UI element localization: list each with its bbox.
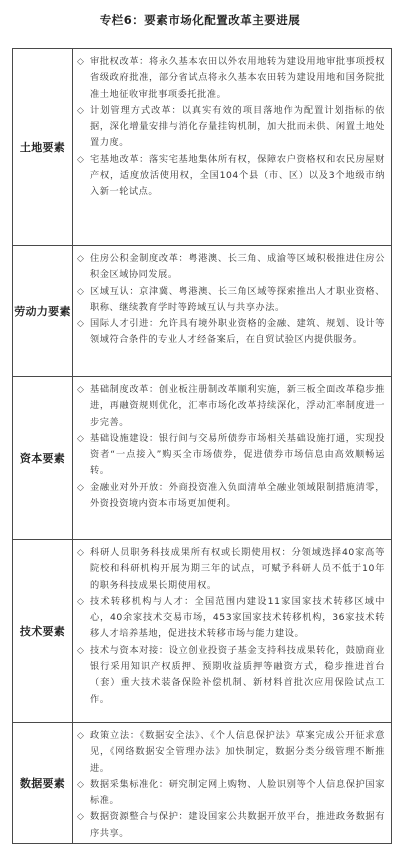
item-text: 科研人员职务科技成果所有权或长期使用权：分领域选择40家高等院校和科研机构开展为期三年的试点，可赋予科研人员不低于10年的职务科技成果长期使用权。	[90, 547, 385, 591]
list-item	[77, 594, 385, 643]
category-label: 资本要素	[13, 377, 73, 539]
item-text: 计划管理方式改革：以真实有效的项目落地作为配置计划指标的依据，深化增量安排与消化存量挂钩机制，加大批而未供、闲置土地处置力度。	[90, 104, 385, 149]
item-text: 金融业对外开放：外商投资准入负面清单全融业领域限制措施清零，外资投资境内资本市场更加便利。	[90, 481, 385, 510]
item-text: 区域互认：京津冀、粤港澳、长三角区域等探索推出人才职业资格、职称、继续教育学时等跨域互认与共享办法。	[90, 285, 385, 313]
section-content	[73, 540, 391, 722]
item-text: 技术与资本对接：设立创业投资子基金支持科技成果转化，鼓励商业银行采用知识产权质押、预期收益质押等融资方式，稳步推进首台（套）重大技术装备保险补偿机制、新材料首批次应用保险试点工作。	[90, 644, 385, 705]
item-text: 审批权改革：将永久基本农田以外农用地转为建设用地审批事项授权省级政府批准，部分省试点将永久基本农田转为建设用地和国务院批准土地征收审批事项委托批准。	[90, 56, 385, 100]
list-item	[77, 316, 385, 349]
diamond-bullet-icon: ◇	[77, 254, 84, 264]
list-item	[77, 809, 385, 842]
list-item	[77, 103, 385, 152]
diamond-bullet-icon: ◇	[77, 286, 84, 297]
section-content	[73, 723, 391, 843]
diamond-bullet-icon: ◇	[77, 57, 84, 67]
item-text: 国际人才引进：允许具有境外职业资格的金融、建筑、规划、设计等领域符合条件的专业人才经备案后，在自贸试验区内提供服务。	[90, 318, 385, 346]
category-label: 数据要素	[13, 723, 73, 843]
list-item	[77, 545, 385, 594]
progress-table	[12, 48, 392, 844]
section-content	[73, 49, 391, 245]
section-content	[73, 246, 391, 376]
category-label: 劳动力要素	[13, 246, 73, 376]
item-text: 基础设施建设：银行间与交易所债券市场相关基础设施打通，实现投资者“一点接入”购买全市场债券，促进债券市场信息由高效顺畅运转。	[90, 432, 385, 477]
list-item	[77, 54, 385, 103]
item-text: 数据资源整合与保护：建设国家公共数据开放平台，推进政务数据有序共享。	[90, 811, 385, 839]
diamond-bullet-icon: ◇	[77, 482, 84, 493]
section-row-land	[13, 49, 391, 246]
list-item	[77, 251, 385, 284]
diamond-bullet-icon: ◇	[77, 731, 84, 741]
diamond-bullet-icon: ◇	[77, 779, 84, 790]
list-item	[77, 777, 385, 810]
list-item	[77, 152, 385, 201]
section-content	[73, 377, 391, 539]
item-text: 宅基地改革：落实宅基地集体所有权，保障农户资格权和农民房屋财产权，适度放活使用权，全国104个县（市、区）以及3个地级市纳入新一轮试点。	[90, 153, 385, 198]
section-row-data	[13, 723, 391, 843]
section-row-capital	[13, 377, 391, 540]
item-text: 住房公积金制度改革：粤港澳、长三角、成渝等区域积极推进住房公积金区域协同发展。	[90, 253, 385, 281]
category-label: 技术要素	[13, 540, 73, 722]
list-item	[77, 431, 385, 480]
section-row-labor	[13, 246, 391, 377]
diamond-bullet-icon: ◇	[77, 105, 84, 116]
category-label: 土地要素	[13, 49, 73, 245]
box-title: 专栏6：要素市场化配置改革主要进展	[99, 13, 301, 27]
section-row-technology	[13, 540, 391, 723]
item-text: 技术转移机构与人才：全国范围内建设11家国家技术转移区域中心，40余家技术交易市场，453家国家技术转移机构，36家技术转移人才培养基地，促进技术转移市场与能力建设。	[90, 595, 385, 640]
list-item	[77, 643, 385, 708]
diamond-bullet-icon: ◇	[77, 319, 84, 330]
list-item	[77, 284, 385, 317]
item-text: 政策立法：《数据安全法》、《个人信息保护法》草案完成公开征求意见，《网络数据安全管理办法》加快制定，数据分类分级管理不断推进。	[90, 730, 385, 774]
list-item	[77, 728, 385, 777]
item-text: 基础制度改革：创业板注册制改革顺利实施，新三板全面改革稳步推进，再融资规则优化，汇率市场化改革持续深化，浮动汇率制度进一步完善。	[90, 384, 385, 428]
diamond-bullet-icon: ◇	[77, 596, 84, 607]
diamond-bullet-icon: ◇	[77, 154, 84, 165]
item-text: 数据采集标准化：研究制定网上购物、人脸识别等个人信息保护国家标准。	[90, 778, 385, 807]
diamond-bullet-icon: ◇	[77, 548, 84, 558]
diamond-bullet-icon: ◇	[77, 433, 84, 444]
diamond-bullet-icon: ◇	[77, 645, 84, 656]
list-item	[77, 382, 385, 431]
list-item	[77, 480, 385, 513]
diamond-bullet-icon: ◇	[77, 812, 84, 823]
diamond-bullet-icon: ◇	[77, 385, 84, 395]
